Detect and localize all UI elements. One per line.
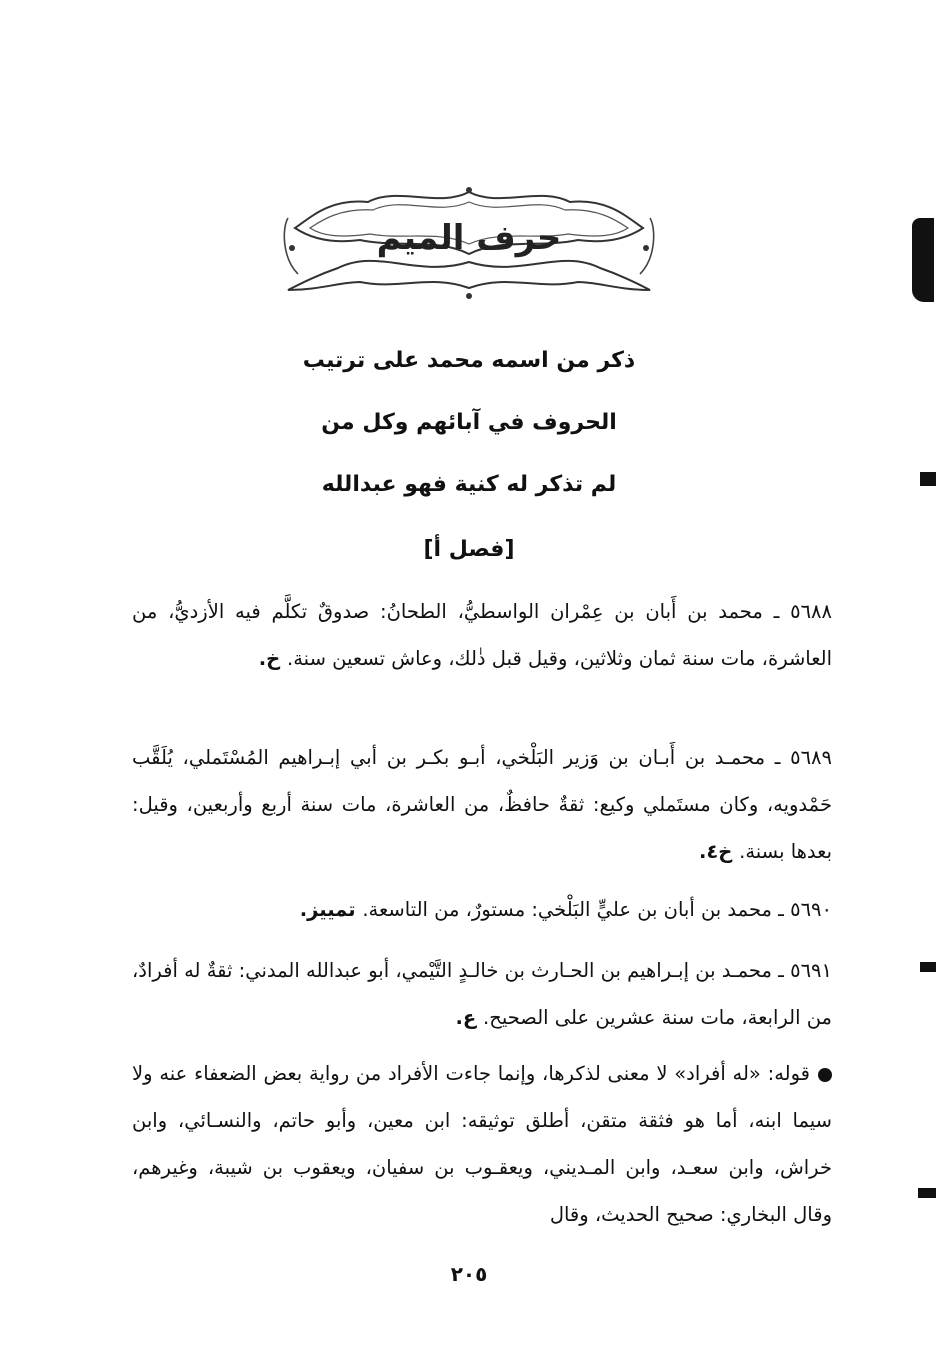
heading-line-1: ذكر من اسمه محمد على ترتيب [302, 348, 636, 373]
entry-number: ٥٦٨٨ [790, 600, 832, 623]
entry-5688 [132, 588, 832, 682]
scan-edge-mark [918, 1188, 936, 1198]
heading-line-3: لم تذكر له كنية فهو عبدالله [321, 472, 617, 497]
chapter-title: حرف الميم [376, 218, 562, 258]
entry-text: ـ محمـد بن أَبـان بن وَزير البَلْخي، أبـو بكـر بن أبي إبـراهيم المُسْتَملي، يُلَقَّب حَمْدويه، وكان مستَملي وكيع: ثقةٌ حافظٌ، من العاشرة، مات سنة أربع وأربعين، وقيل: بعدها بسنة. [132, 746, 832, 863]
entry-text: ـ محمـد بن إبـراهيم بن الحـارث بن خالـدٍ التَّيْمي، أبو عبدالله المدني: ثقةٌ له أفرادٌ، من الرابعة، مات سنة عشرين على الصحيح. [132, 959, 832, 1029]
commentary [132, 1050, 832, 1238]
entry-text: ـ محمد بن أبان بن عليٍّ البَلْخي: مستورٌ، من التاسعة. [362, 898, 791, 921]
commentary-text: قوله: «له أفراد» لا معنى لذكرها، وإنما جاءت الأفراد من رواية بعض الضعفاء عنه ولا سيما ابنه، أما هو فثقة متقن، أطلق توثيقه: ابن معين، وأبو حاتم، والنسـائي، وابن خراش، وابن سعـد، وابن المـديني، ويعقـوب بن سفيان، ويعقوب بن شيبة، وغيرهم، وقال البخاري: صحيح الحديث، وقال [132, 1062, 832, 1226]
scan-edge-mark [912, 218, 934, 302]
entry-number: ٥٦٩٠ [790, 898, 832, 921]
entry-5690 [132, 886, 832, 933]
entry-number: ٥٦٩١ [790, 959, 832, 982]
entry-symbol: تمييز. [299, 898, 363, 921]
entry-symbol: خ. [258, 647, 288, 670]
entry-number: ٥٦٨٩ [790, 746, 832, 769]
heading-line-2: الحروف في آبائهم وكل من [321, 410, 617, 435]
entry-symbol: ع. [455, 1006, 484, 1029]
page-number: ٢٠٥ [450, 1262, 488, 1286]
chapter-ornament [278, 178, 660, 306]
section-label: [فصل أ] [423, 537, 515, 562]
scan-edge-mark [920, 472, 936, 486]
scan-edge-mark [920, 962, 936, 972]
entry-symbol: خ٤. [698, 840, 740, 863]
entry-text: ـ محمد بن أَبان بن عِمْران الواسطيُّ، الطحانُ: صدوقٌ تكلَّم فيه الأزديُّ، من العاشرة، مات سنة ثمان وثلاثين، وقيل قبل ذٰلك، وعاش تسعين سنة. [132, 600, 832, 670]
bullet-icon [818, 1068, 832, 1082]
entry-5691 [132, 947, 832, 1041]
entry-5689 [132, 734, 832, 875]
